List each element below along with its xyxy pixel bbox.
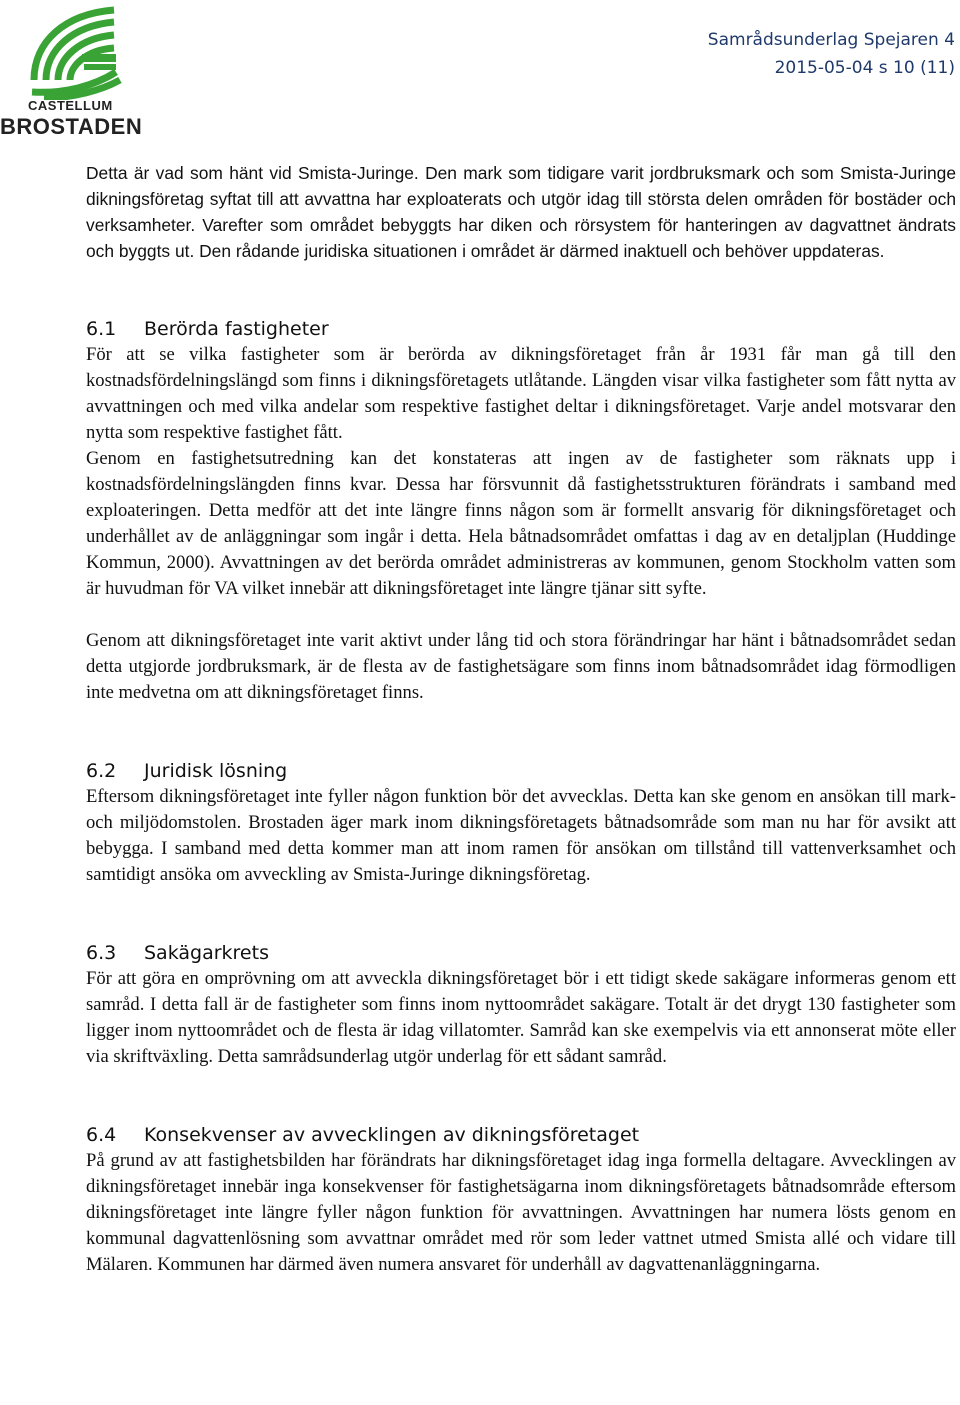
section-number: 6.3 — [86, 942, 117, 964]
section-heading-6-1 — [86, 316, 956, 342]
section-6-3-paragraph-1: För att göra en omprövning om att avveckla dikningsföretaget bör i ett tidigt skede sakägare informeras genom ett samråd. I detta fall är de fastigheter som finns inom nyttoområdet sakägare. Totalt är det drygt 130 fastigheter som ligger inom nyttoområdet och de flesta är idag villatomter. Samråd kan ske exempelvis via ett annonserat möte eller via skriftväxling. Detta samrådsunderlag utgör underlag för ett sådant samråd. — [86, 968, 956, 1067]
section-title: Juridisk lösning — [144, 760, 288, 782]
section-6-1-paragraph-1: För att se vilka fastigheter som är berörda av dikningsföretaget från år 1931 får man gå till den kostnadsfördelningslängd som finns i dikningsföretagets utlåtande. Längden visar vilka fastigheter som fått nytta av avvattningen och med vilka andelar som respektive fastighet deltar i dikningsföretaget. Varje andel motsvarar den nytta som respektive fastighet fått. — [86, 344, 956, 443]
section-number: 6.4 — [86, 1124, 117, 1146]
section-heading-6-2 — [86, 758, 956, 784]
section-number: 6.1 — [86, 318, 117, 340]
section-6-4-paragraph-1: På grund av att fastighetsbilden har förändrats har dikningsföretaget idag inga formella deltagare. Avvecklingen av dikningsföretaget innebär inga konsekvenser för fastighetsägarna inom dikningsföretagets båtnadsområde eftersom dikningsföretaget inte längre fyller någon funktion för avvattningen. Avvattningen har numera lösts genom en kommunal dagvattenlösning som avvattnar området med rör som leder vattnet utmed Smista allé och vidare till Mälaren. Kommunen har därmed även numera ansvaret för underhåll av dagvattenanläggningarna. — [86, 1150, 956, 1275]
intro-paragraph: Detta är vad som hänt vid Smista-Juringe. Den mark som tidigare varit jordbruksmark och som Smista-Juringe dikningsföretag syftat till att avvattna har exploaterats och utgör idag till största delen områden för bostäder och verksamheter. Varefter som området bebyggts har diken och rörsystem för hanteringen av dagvattnet ändrats och byggts ut. Den rådande juridiska situationen i området är därmed inaktuell och behöver uppdateras. — [86, 163, 956, 261]
castellum-swoosh-logo-icon — [24, 2, 144, 100]
section-6-1-paragraph-2: Genom en fastighetsutredning kan det konstateras att ingen av de fastigheter som räknats upp i kostnadsfördelningslängden finns kvar. Dessa har försvunnit då fastighetsstrukturen förändrats i samband med exploateringen. Detta medför att det inte längre finns någon som är formellt ansvarig för dikningsföretaget och underhållet av de anläggningar som ingår i detta. Hela båtnadsområdet omfattas i dag av en detaljplan (Huddinge Kommun, 2000). Avvattningen av det berörda området administreras av kommunen, genom Stockholm vatten som är huvudman för VA vilket innebär att dikningsföretaget inte längre tjänar sitt syfte. — [86, 448, 956, 599]
section-6-1-paragraph-3: Genom att dikningsföretaget inte varit aktivt under lång tid och stora förändringar har hänt i båtnadsområdet sedan detta utgjorde jordbruksmark, är de flesta av de fastighetsägare som finns inom båtnadsområdet idag förmodligen inte medvetna om att dikningsföretaget finns. — [86, 630, 956, 703]
header-title: Samrådsunderlag Spejaren 4 — [707, 30, 955, 50]
company-logo — [0, 0, 150, 140]
section-title: Konsekvenser av avvecklingen av dikningsföretaget — [144, 1124, 640, 1146]
section-heading-6-4 — [86, 1122, 956, 1148]
section-heading-6-3 — [86, 940, 956, 966]
logo-brand-line2: BROSTADEN — [0, 114, 143, 139]
logo-brand-line1: CASTELLUM — [28, 98, 113, 113]
document-body — [86, 160, 956, 1278]
section-number: 6.2 — [86, 760, 117, 782]
section-title: Sakägarkrets — [144, 942, 269, 964]
header-date-page: 2015-05-04 s 10 (11) — [774, 58, 955, 78]
section-6-2-paragraph-1: Eftersom dikningsföretaget inte fyller någon funktion bör det avvecklas. Detta kan ske genom en ansökan till mark- och miljödomstolen. Brostaden äger mark inom dikningsföretagets båtnadsområde som man nu har för avsikt att bebygga. I samband med detta kommer man att inom ramen för ansökan om tillstånd till vattenverksamhet och samtidigt ansöka om avveckling av Smista-Juringe dikningsföretag. — [86, 786, 956, 885]
section-title: Berörda fastigheter — [144, 318, 329, 340]
